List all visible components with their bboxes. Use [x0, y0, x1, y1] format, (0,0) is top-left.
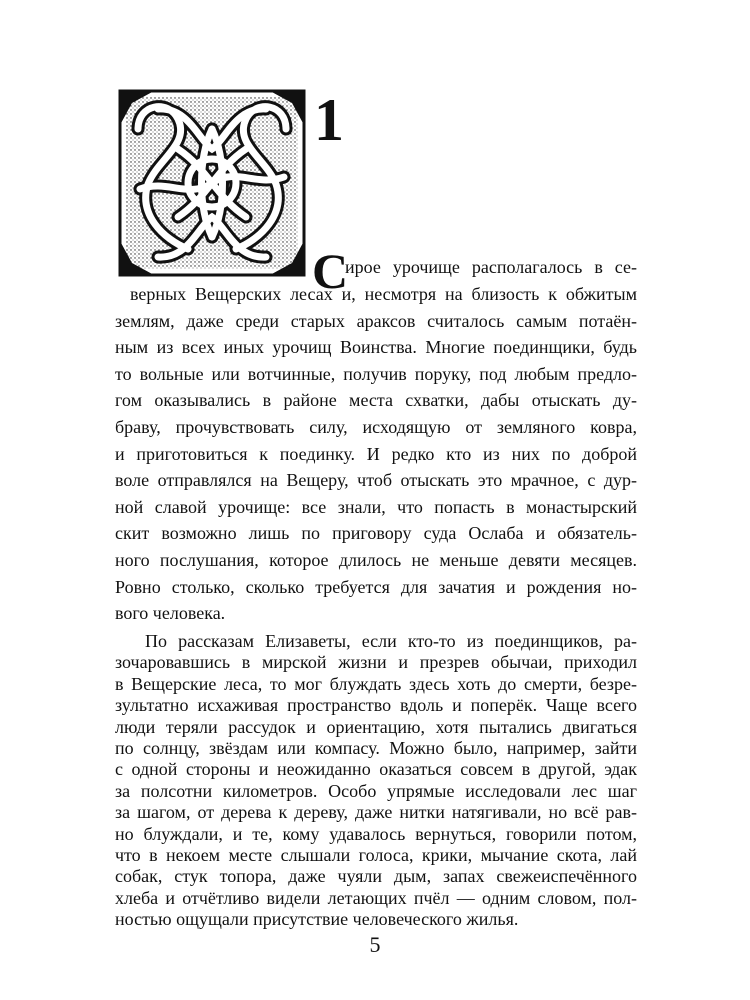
text-line: собак, стук топора, даже чуяли дым, запах свежеиспечённого: [115, 866, 637, 887]
text-line: но блуждали, и те, кому удавалось вернуться, говорили потом,: [115, 823, 637, 844]
text-line: зультатно исхаживая пространство вдоль и поперёк. Чаще всего: [115, 695, 637, 716]
text-line: за шагом, от дерева к дереву, даже нитки натягивали, но всё рав-: [115, 802, 637, 823]
chapter-number: 1: [314, 87, 344, 153]
text-line: за полсотни километров. Особо упрямые исследовали лес шаг: [115, 780, 637, 801]
text-line: воле отправлялся на Вещеру, чтоб отыскать это мрачное, с дур-: [115, 470, 637, 491]
text-line: то вольные или вотчинные, получив поруку, под любым предло-: [115, 363, 637, 384]
text-line: гом оказывались в районе места схватки, дабы отыскать ду-: [115, 390, 637, 411]
text-line: ной славой урочище: все знали, что попасть в монастырский: [115, 496, 637, 517]
text-line: зочаровавшись в мирской жизни и презрев обычаи, приходил: [115, 652, 637, 673]
text-line: ирое урочище располагалось в се-: [345, 257, 637, 277]
text-line: верных Вещерских лесах и, несмотря на близость к обжитым: [130, 284, 637, 304]
text-line: браву, прочувствовать силу, исходящую от земляного ковра,: [115, 417, 637, 437]
text-line: в Вещерские леса, то мог блуждать здесь хоть до смерти, безре-: [115, 673, 637, 694]
text-line: и приготовиться к поединку. И редко кто из них по доброй: [115, 443, 637, 464]
text-line: По рассказам Елизаветы, если кто-то из поединщиков, ра-: [145, 631, 637, 651]
text-line: ностью ощущали присутствие человеческого жилья.: [115, 909, 519, 930]
celtic-knot-icon: [118, 89, 306, 277]
text-line: ного послушания, которое длилось не меньше девяти месяцев.: [115, 550, 637, 570]
text-line: скит возможно лишь по приговору суда Ослаба и обязатель-: [115, 523, 637, 544]
text-line: с одной стороны и неожиданно оказаться совсем в другой, эдак: [115, 759, 637, 780]
text-line: ным из всех иных урочищ Воинства. Многие поединщики, будь: [115, 337, 637, 358]
drop-cap: С: [312, 243, 349, 299]
page-number: 5: [369, 932, 381, 957]
text-line: вого человека.: [115, 603, 226, 624]
text-line: Ровно столько, сколько требуется для зачатия и рождения но-: [115, 576, 637, 597]
text-line: хлеба и отчётливо видели летающих пчёл — одним словом, пол-: [115, 887, 637, 908]
text-line: люди теряли рассудок и ориентацию, хотя пытались двигаться: [115, 716, 637, 737]
text-line: землям, даже среди старых араксов считалось самым потаён-: [115, 310, 637, 331]
text-line: по солнцу, звёздам или компасу. Можно было, например, зайти: [115, 738, 637, 758]
text-line: что в некоем месте слышали голоса, крики, мычание скота, лай: [115, 845, 637, 865]
